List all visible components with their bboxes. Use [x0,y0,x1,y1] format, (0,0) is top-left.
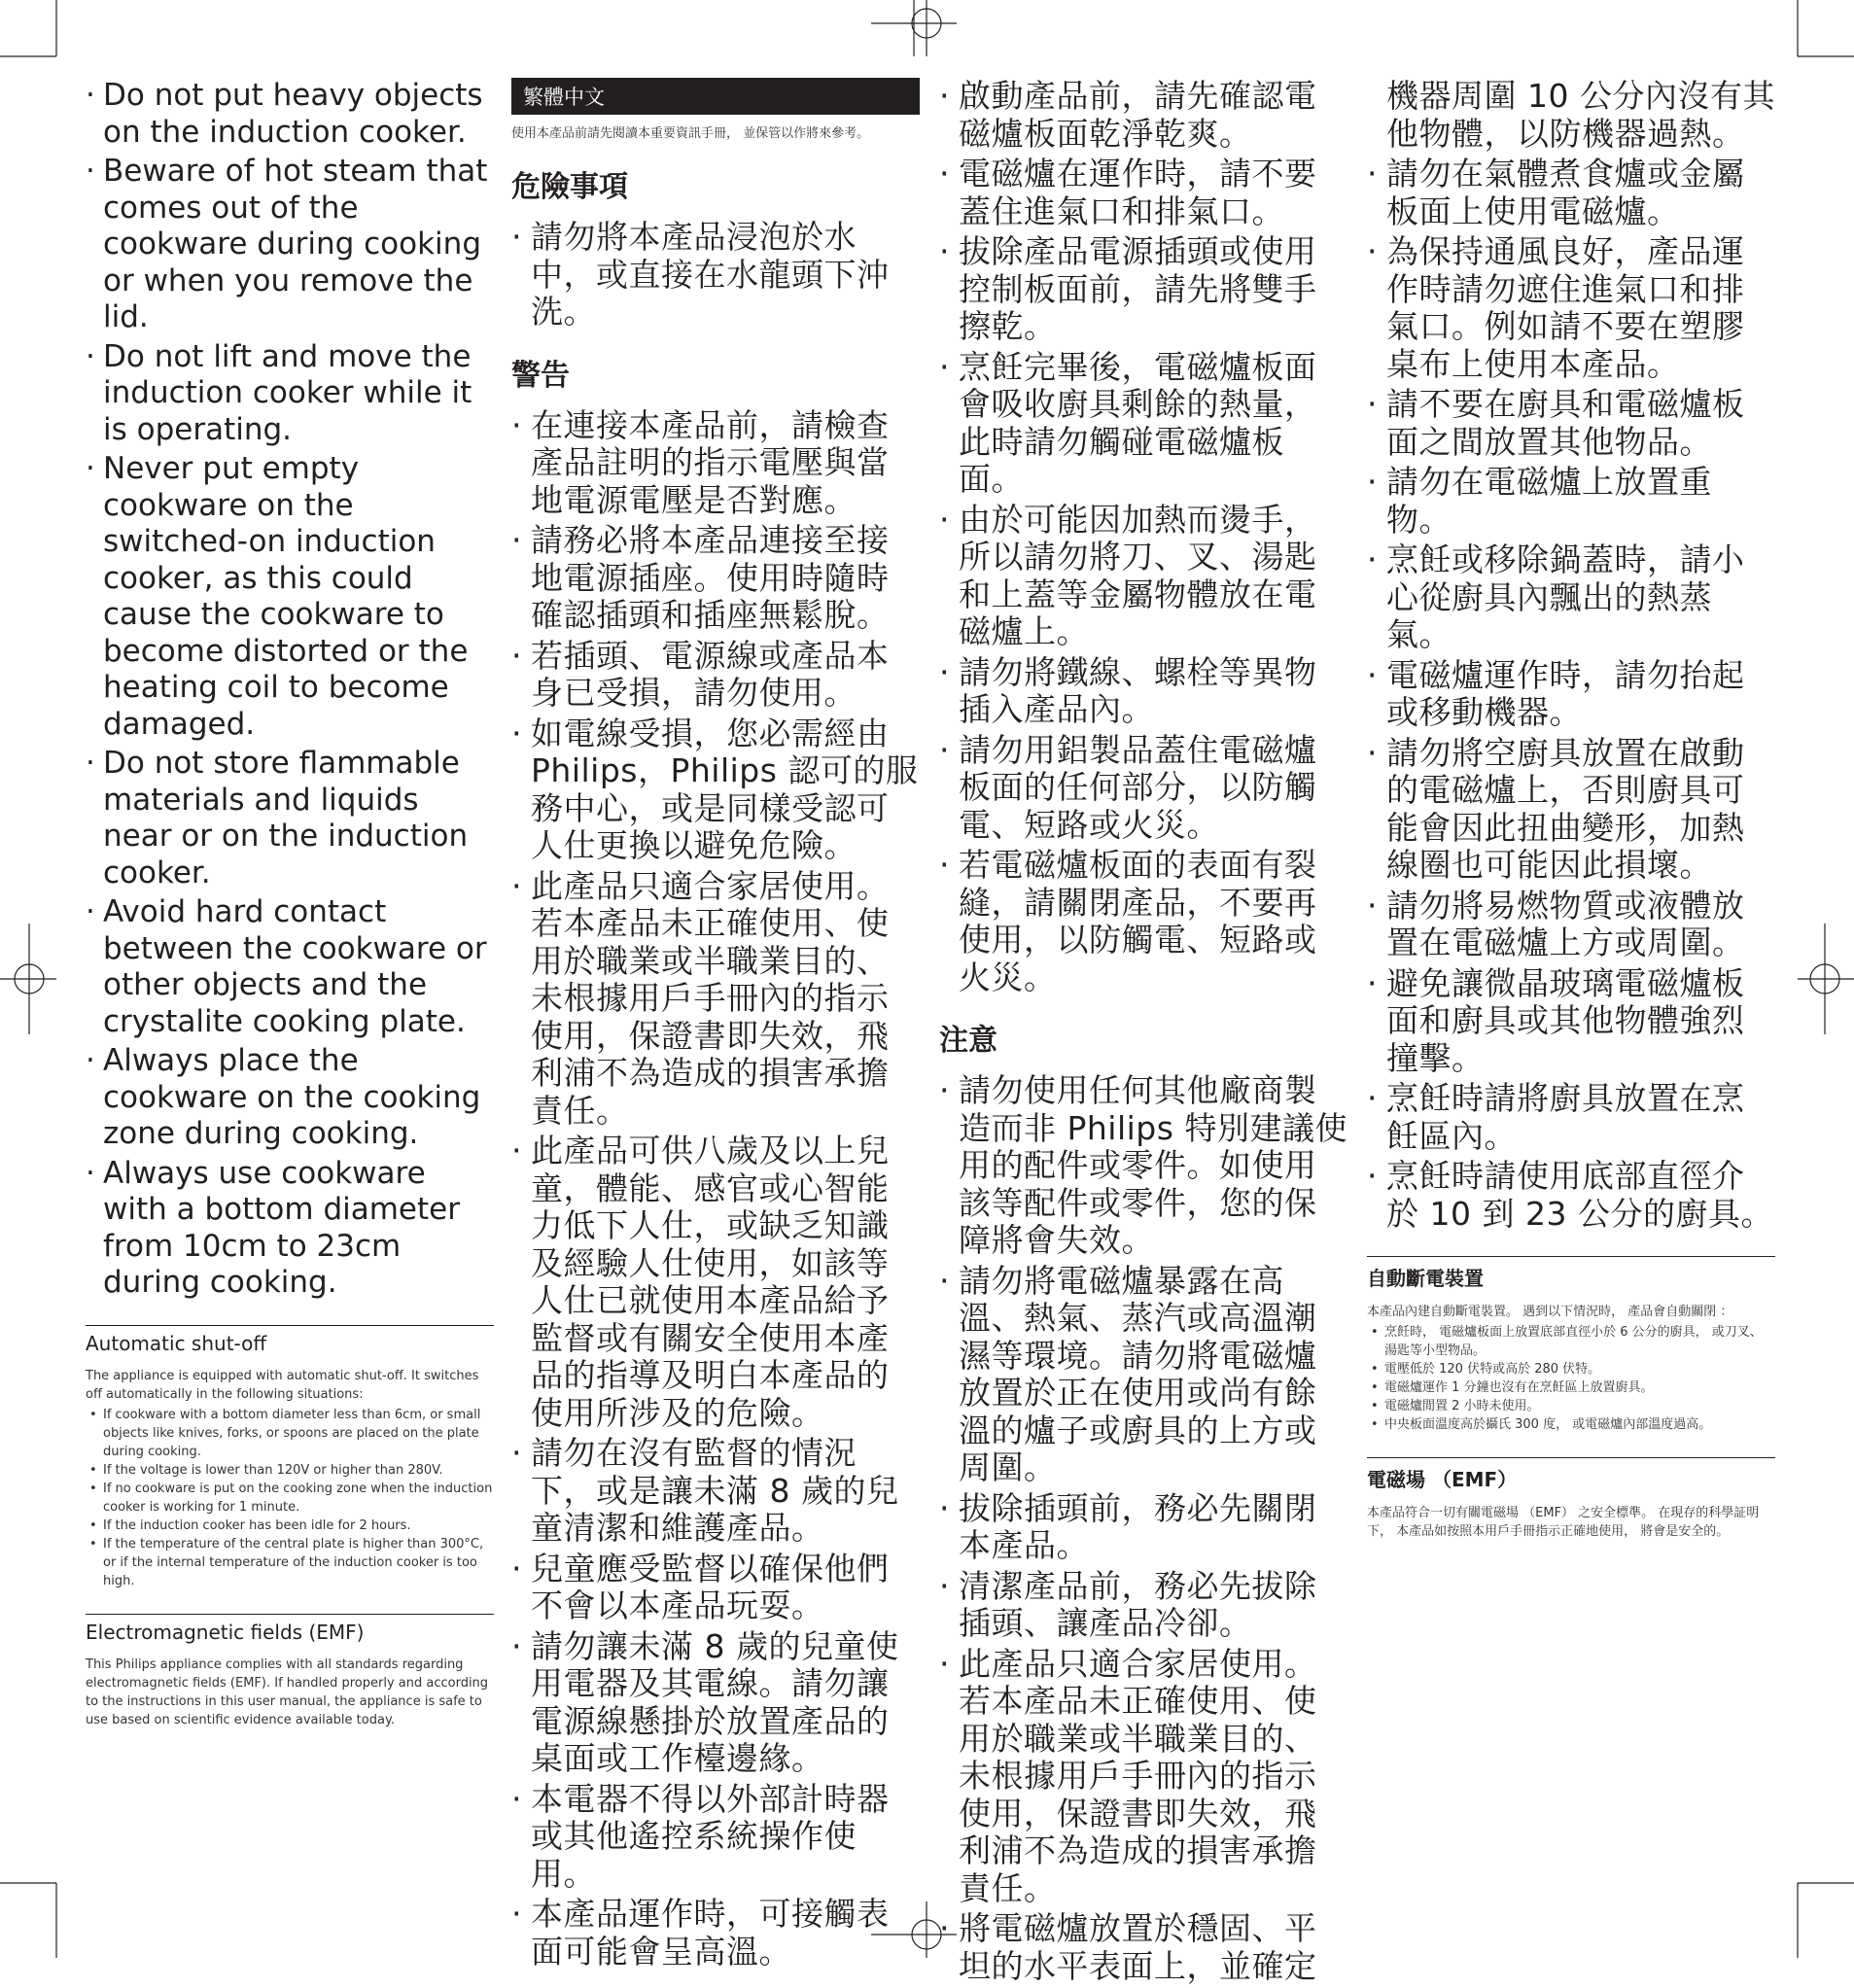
shutoff-list [1367,1323,1775,1434]
language-label: 繁體中文 [511,78,920,115]
list-item: · 電磁爐運作時，請勿抬起或移動機器。 [1367,657,1775,732]
list-item: · 本電器不得以外部計時器或其他遙控系統操作使用。 [511,1781,920,1894]
list-item: · Always use cookware with a bottom diameter from 10cm to 23cm during cooking. [86,1156,494,1302]
list-item: · 請勿在電磁爐上放置重物。 [1367,464,1775,539]
section-title: Automatic shut-off [86,1331,267,1355]
warning-heading: 警告 [511,358,570,393]
list-item: · Beware of hot steam that comes out of the cookware during cooking or when you remove the lid. [86,154,494,336]
list-item: · 避免讓微晶玻璃電磁爐板面和廚具或其他物體強烈撞擊。 [1367,965,1775,1078]
list-item: · 此產品只適合家居使用。若本產品未正確使用、使用於職業或半職業目的、未根據用戶手冊內的指示使用，保證書即失效，飛利浦不為造成的損害承擔責任。 [511,868,920,1131]
chinese-column-1 [511,78,920,1973]
auto-shutoff-section-zh [1367,1256,1775,1434]
list-item: • If the induction cooker has been idle for 2 hours. [86,1517,494,1535]
section-intro: The appliance is equipped with automatic shut-off. It switches off automatically in the following situations: [86,1368,479,1402]
warning-list-continued [939,78,1347,996]
list-item: · 烹飪時請將廚具放置在烹飪區內。 [1367,1080,1775,1155]
list-item: · 此產品可供八歲及以上兒童，體能、感官或心智能力低下人仕，或缺乏知識及經驗人仕使用，如該等人仕已就使用本產品給予監督或有關安全使用本產品的指導及明白本產品的使用所涉及的危險。 [511,1133,920,1432]
list-item: · 清潔產品前，務必先拔除插頭、讓產品冷卻。 [939,1568,1347,1643]
list-item: · 請勿將鐵線、螺栓等異物插入產品內。 [939,654,1347,729]
list-item: · Always place the cookware on the cooking zone during cooking. [86,1043,494,1153]
list-item: · 電磁爐在運作時，請不要蓋住進氣口和排氣口。 [939,156,1347,230]
list-item: · 本產品運作時，可接觸表面可能會呈高溫。 [511,1896,920,1971]
list-item: · 請勿讓未滿 8 歲的兒童使用電器及其電線。請勿讓電源線懸掛於放置產品的桌面或工作檯邊緣。 [511,1628,920,1778]
section-title: 自動斷電裝置 [1367,1267,1484,1290]
list-item: • 電磁爐運作 1 分鐘也沒有在烹飪區上放置廚具。 [1367,1378,1775,1397]
list-item: · Do not lift and move the induction cooker while it is operating. [86,339,494,449]
list-item: • If cookware with a bottom diameter less than 6cm, or small objects like knives, forks, or spoons are placed on the plate during cooking. [86,1406,494,1461]
list-item: · 拔除插頭前，務必先關閉本產品。 [939,1490,1347,1565]
list-item: · 由於可能因加熱而燙手，所以請勿將刀、叉、湯匙和上蓋等金屬物體放在電磁爐上。 [939,502,1347,651]
list-item: · 烹飪時請使用底部直徑介於 10 到 23 公分的廚具。 [1367,1158,1775,1233]
list-item: • If no cookware is put on the cooking zone when the induction cooker is working for 1 minute. [86,1480,494,1517]
list-item: · 請勿將易燃物質或液體放置在電磁爐上方或周圍。 [1367,888,1775,962]
section-text: 本產品符合一切有關電磁場 （EMF） 之安全標準。 在現存的科學証明下， 本產品如按照本用戶手冊指示正確地使用， 將會是安全的。 [1367,1506,1760,1539]
list-item: · 請勿在沒有監督的情況下，或是讓未滿 8 歲的兒童清潔和維護產品。 [511,1435,920,1548]
list-item: · 兒童應受監督以確保他們不會以本產品玩耍。 [511,1551,920,1625]
list-item: · 烹飪或移除鍋蓋時，請小心從廚具內飄出的熱蒸氣。 [1367,541,1775,654]
list-item: · 啟動產品前，請先確認電磁爐板面乾淨乾爽。 [939,78,1347,153]
emf-section [86,1614,494,1729]
list-item: · 將電磁爐放置於穩固、平坦的水平表面上，並確定 [939,1910,1347,1985]
list-item: · 請勿使用任何其他廠商製造而非 Philips 特別建議使用的配件或零件。如使用該等配件或零件，您的保障將會失效。 [939,1072,1347,1260]
list-item: · 請勿在氣體煮食爐或金屬板面上使用電磁爐。 [1367,156,1775,230]
list-item: · 請勿將本產品浸泡於水中，或直接在水龍頭下沖洗。 [511,219,920,331]
chinese-column-2 [939,78,1347,1988]
section-intro: 本產品內建自動斷電裝置。 遇到以下情況時， 產品會自動關閉 ： [1367,1305,1733,1319]
danger-list [511,219,920,331]
safety-list [86,78,494,1302]
list-item: · 烹飪完畢後，電磁爐板面會吸收廚具剩餘的熱量，此時請勿觸碰電磁爐板面。 [939,349,1347,499]
list-item: · 拔除產品電源插頭或使用控制板面前，請先將雙手擦乾。 [939,233,1347,346]
danger-heading: 危險事項 [511,170,628,204]
list-item: • 中央板面溫度高於攝氏 300 度， 或電磁爐內部溫度過高。 [1367,1415,1775,1434]
english-column [86,78,494,1731]
list-item: · 為保持通風良好，產品運作時請勿遮住進氣口和排氣口。例如請不要在塑膠桌布上使用本產品。 [1367,233,1775,383]
caution-list-continued [1367,78,1775,1233]
list-item: • 電壓低於 120 伏特或高於 280 伏特。 [1367,1360,1775,1378]
emf-section-zh [1367,1457,1775,1541]
shutoff-list [86,1406,494,1590]
chinese-column-3 [1367,78,1775,1543]
list-item: · 請務必將本產品連接至接地電源插座。使用時隨時確認插頭和插座無鬆脫。 [511,522,920,635]
list-item: · 如電線受損，您必需經由 Philips，Philips 認可的服務中心，或是同樣受認可人仕更換以避免危險。 [511,715,920,865]
list-item: · Avoid hard contact between the cookware or other objects and the crystalite cooking plate. [86,894,494,1040]
list-item: · 請勿將空廚具放置在啟動的電磁爐上，否則廚具可能會因此扭曲變形，加熱線圈也可能因此損壞。 [1367,735,1775,885]
warning-list [511,407,920,1971]
auto-shutoff-section [86,1325,494,1590]
list-item: • If the voltage is lower than 120V or higher than 280V. [86,1461,494,1480]
list-item: · Never put empty cookware on the switched-on induction cooker, as this could cause the cookware to become distorted or the heating coil to become damaged. [86,451,494,743]
list-item: · Do not put heavy objects on the induction cooker. [86,78,494,151]
list-item: · 若電磁爐板面的表面有裂縫，請關閉產品，不要再使用，以防觸電、短路或火災。 [939,847,1347,996]
list-item: · 請勿用鋁製品蓋住電磁爐板面的任何部分，以防觸電、短路或火災。 [939,732,1347,845]
list-item: • If the temperature of the central plate is higher than 300°C, or if the internal temperature of the induction cooker is too high. [86,1535,494,1590]
caution-heading: 注意 [939,1024,997,1058]
list-item: · 在連接本產品前，請檢查產品註明的指示電壓與當地電源電壓是否對應。 [511,407,920,520]
caution-list [939,1072,1347,1985]
list-item: · 請不要在廚具和電磁爐板面之間放置其他物品。 [1367,386,1775,461]
list-item: • 烹飪時， 電磁爐板面上放置底部直徑小於 6 公分的廚具， 或刀叉、 湯匙等小型物品。 [1367,1323,1775,1360]
list-item: · 此產品只適合家居使用。若本產品未正確使用、使用於職業或半職業目的、未根據用戶手冊內的指示使用，保證書即失效，飛利浦不為造成的損害承擔責任。 [939,1646,1347,1908]
list-item: · Do not store flammable materials and liquids near or on the induction cooker. [86,746,494,891]
list-item: • 電磁爐閒置 2 小時未使用。 [1367,1397,1775,1415]
section-title: Electromagnetic fields (EMF) [86,1620,365,1644]
intro-text: 使用本產品前請先閱讀本重要資訊手冊， 並保管以作將來參考。 [511,126,870,141]
section-title: 電磁場 （EMF） [1367,1468,1518,1491]
list-item-continuation: 機器周圍 10 公分內沒有其他物體，以防機器過熱。 [1386,77,1775,153]
list-item: · 若插頭、電源線或產品本身已受損，請勿使用。 [511,638,920,713]
list-item: · 請勿將電磁爐暴露在高溫、熱氣、蒸汽或高溫潮濕等環境。請勿將電磁爐放置於正在使用或尚有餘溫的爐子或廚具的上方或周圍。 [939,1263,1347,1487]
section-text: This Philips appliance complies with all standards regarding electromagnetic fields (EMF). If handled properly and according to the instructions in this user manual, the appliance is safe to use based on scientific evidence available today. [86,1657,489,1727]
